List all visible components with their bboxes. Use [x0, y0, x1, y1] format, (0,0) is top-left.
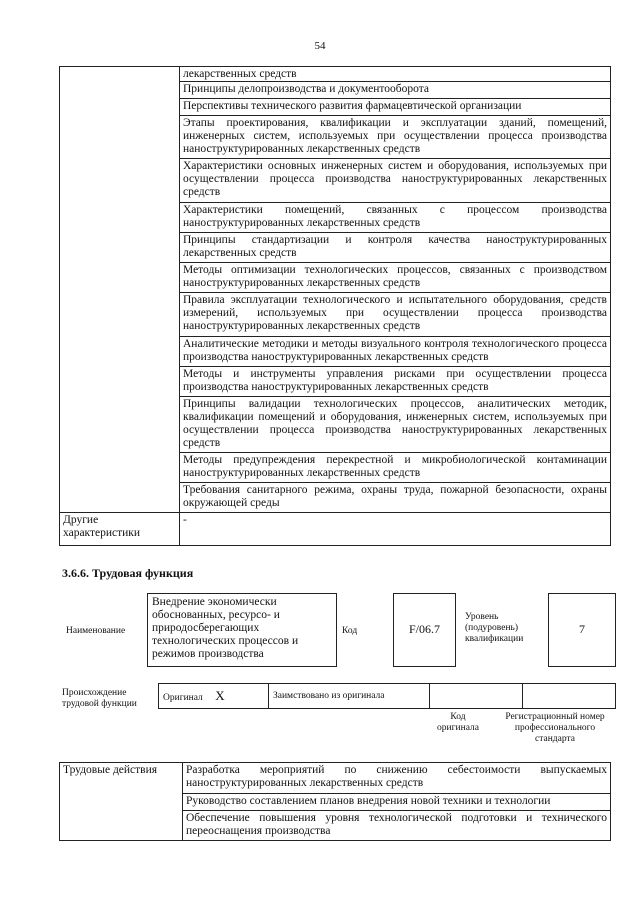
labor-action-item: Руководство составлением планов внедрения новой техники и технологии	[183, 794, 611, 811]
code-label: Код	[342, 626, 358, 636]
labor-actions-label: Трудовые действия	[60, 763, 183, 841]
labor-action-item: Обеспечение повышения уровня технологической подготовки и технического переоснащения производства	[183, 811, 611, 841]
other-characteristics-label: Другие характеристики	[60, 513, 180, 546]
original-cell	[159, 684, 269, 709]
knowledge-item: Характеристики помещений, связанных с процессом производства наноструктурированных лекарственных средств	[180, 203, 611, 233]
table-row	[60, 763, 611, 794]
function-name-box: Внедрение экономически обоснованных, ресурсо- и природосберегающих технологических процессов и режимов производства	[147, 593, 337, 667]
knowledge-item: Характеристики основных инженерных систем и оборудования, используемых при осуществлении процесса производства наноструктурированных лекарственных средств	[180, 159, 611, 203]
code-original-caption: Код оригинала	[437, 712, 479, 733]
knowledge-item: Методы и инструменты управления рисками при осуществлении процесса производства наноструктурированных лекарственных средств	[180, 367, 611, 397]
section-title: 3.6.6. Трудовая функция	[62, 566, 194, 580]
table-row	[60, 513, 611, 546]
labor-actions-table	[59, 762, 611, 841]
code-original-cell	[430, 684, 523, 709]
knowledge-item: Методы предупреждения перекрестной и микробиологической контаминации наноструктурированных лекарственных средств	[180, 453, 611, 483]
original-mark: X	[215, 688, 225, 703]
function-code-box: F/06.7	[393, 593, 456, 667]
reg-number-caption: Регистрационный номер профессионального стандарта	[505, 712, 605, 744]
origin-table	[158, 683, 616, 709]
knowledge-item: Правила эксплуатации технологического и испытательного оборудования, средств измерений, используемых при осуществлении процесса производства наноструктурированных лекарственных средств	[180, 293, 611, 337]
level-label: Уровень (подуровень) квалификации	[465, 612, 524, 644]
table-row	[60, 67, 611, 82]
name-label: Наименование	[66, 626, 126, 636]
knowledge-item: Этапы проектирования, квалификации и эксплуатации зданий, помещений, инженерных систем, используемых при осуществлении процесса производства наноструктурированных лекарственных средств	[180, 116, 611, 159]
knowledge-item: Требования санитарного режима, охраны труда, пожарной безопасности, охраны окружающей среды	[180, 483, 611, 513]
labor-action-item: Разработка мероприятий по снижению себестоимости выпускаемых наноструктурированных лекарственных средств	[183, 763, 611, 794]
knowledge-item: Перспективы технического развития фармацевтической организации	[180, 99, 611, 116]
table-row	[159, 684, 616, 709]
empty-label-cell	[60, 67, 180, 513]
page-number: 54	[314, 40, 326, 52]
knowledge-item: Методы оптимизации технологических процессов, связанных с производством наноструктурированных лекарственных средств	[180, 263, 611, 293]
knowledge-item: Принципы делопроизводства и документооборота	[180, 82, 611, 99]
knowledge-item: лекарственных средств	[180, 67, 611, 82]
reg-number-cell	[523, 684, 616, 709]
origin-label: Происхождение трудовой функции	[62, 688, 137, 709]
knowledge-item: Принципы стандартизации и контроля качества наноструктурированных лекарственных средств	[180, 233, 611, 263]
knowledge-table	[59, 66, 611, 546]
qualification-level-box: 7	[548, 593, 616, 667]
borrowed-cell: Заимствовано из оригинала	[269, 684, 430, 709]
other-characteristics-value: -	[180, 513, 611, 546]
original-label: Оригинал	[163, 693, 203, 703]
knowledge-item: Принципы валидации технологических процессов, аналитических методик, квалификации помещений и оборудования, инженерных систем, используемых при осуществлении процесса производства наноструктурированных лекарственных средств	[180, 397, 611, 453]
knowledge-item: Аналитические методики и методы визуального контроля технологического процесса производства наноструктурированных лекарственных средств	[180, 337, 611, 367]
